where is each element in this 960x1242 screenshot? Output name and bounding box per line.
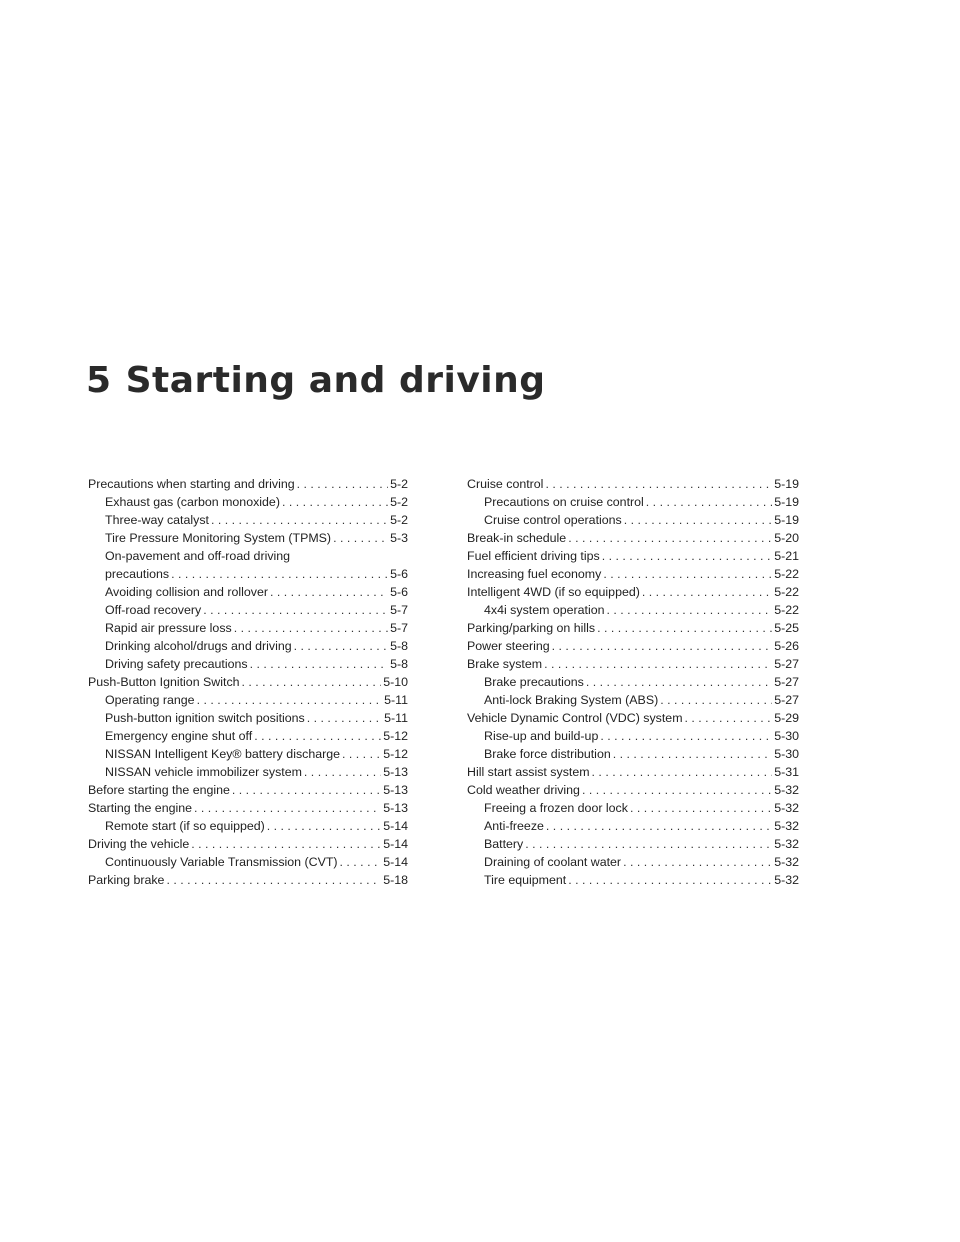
toc-leader-dots	[525, 835, 772, 853]
toc-entry-title: Anti-freeze	[484, 819, 544, 833]
toc-entry-title: Parking brake	[88, 873, 165, 887]
toc-entry-page: 5-19	[774, 477, 799, 491]
toc-entry-page: 5-27	[774, 657, 799, 671]
toc-leader-dots	[254, 727, 381, 745]
toc-entry[interactable]	[88, 745, 408, 763]
toc-entry-title: Starting the engine	[88, 801, 193, 815]
toc-entry[interactable]	[88, 673, 408, 691]
toc-entry[interactable]	[88, 709, 408, 727]
toc-entry-title: On-pavement and off-road driving	[105, 549, 291, 563]
toc-entry[interactable]	[467, 529, 799, 547]
toc-entry-title: NISSAN vehicle immobilizer system	[105, 765, 302, 779]
toc-entry-title: Precautions on cruise control	[484, 495, 644, 509]
toc-entry[interactable]	[88, 655, 408, 673]
toc-entry[interactable]	[467, 673, 799, 691]
toc-entry-title: Driving the vehicle	[88, 837, 190, 851]
toc-leader-dots	[552, 637, 773, 655]
toc-entry-title: Continuously Variable Transmission (CVT)	[105, 855, 338, 869]
toc-entry-page: 5-2	[390, 495, 408, 509]
toc-entry[interactable]	[88, 763, 408, 781]
toc-entry-title: Exhaust gas (carbon monoxide)	[105, 495, 280, 509]
toc-entry-title: Drinking alcohol/drugs and driving	[105, 639, 292, 653]
toc-leader-dots	[624, 511, 772, 529]
toc-leader-dots	[307, 709, 382, 727]
toc-leader-dots	[232, 781, 381, 799]
toc-entry-page: 5-11	[384, 711, 408, 725]
toc-entry-title: Three-way catalyst	[105, 513, 209, 527]
toc-entry-page: 5-8	[390, 657, 408, 671]
toc-entry[interactable]	[467, 763, 799, 781]
toc-leader-dots	[304, 763, 381, 781]
toc-leader-dots	[234, 619, 388, 637]
toc-entry[interactable]	[467, 817, 799, 835]
toc-entry-title: Remote start (if so equipped)	[105, 819, 265, 833]
toc-entry[interactable]	[88, 781, 408, 799]
toc-entry[interactable]	[467, 835, 799, 853]
toc-entry-title: Cold weather driving	[467, 783, 580, 797]
toc-leader-dots	[340, 853, 382, 871]
toc-entry-title: Brake precautions	[484, 675, 584, 689]
toc-leader-dots	[592, 763, 773, 781]
toc-leader-dots	[660, 691, 772, 709]
toc-entry[interactable]	[88, 853, 408, 871]
toc-entry[interactable]	[88, 565, 408, 583]
toc-leader-dots	[603, 565, 772, 583]
toc-leader-dots	[342, 745, 381, 763]
toc-leader-dots	[211, 511, 388, 529]
toc-entry[interactable]	[467, 781, 799, 799]
toc-entry-title: Cruise control	[467, 477, 544, 491]
toc-entry-page: 5-30	[774, 747, 799, 761]
toc-entry-page: 5-32	[774, 837, 799, 851]
toc-entry-page: 5-32	[774, 819, 799, 833]
toc-leader-dots	[568, 529, 772, 547]
toc-entry-page: 5-12	[383, 747, 408, 761]
toc-entry[interactable]	[467, 511, 799, 529]
toc-entry-title: Battery	[484, 837, 524, 851]
toc-leader-dots	[333, 529, 388, 547]
toc-leader-dots	[267, 817, 381, 835]
toc-entry-page: 5-20	[774, 531, 799, 545]
toc-leader-dots	[646, 493, 772, 511]
toc-entry[interactable]	[88, 601, 408, 619]
toc-entry-page: 5-14	[383, 855, 408, 869]
toc-leader-dots	[546, 817, 772, 835]
toc-entry-page: 5-32	[774, 855, 799, 869]
toc-entry[interactable]	[88, 799, 408, 817]
toc-entry-title: Power steering	[467, 639, 550, 653]
toc-entry-page: 5-13	[383, 783, 408, 797]
toc-entry-page: 5-22	[774, 603, 799, 617]
toc-entry[interactable]	[467, 709, 799, 727]
chapter-title	[86, 360, 546, 401]
toc-entry-page: 5-6	[390, 567, 408, 581]
toc-leader-dots	[294, 637, 388, 655]
toc-entry-title: Brake system	[467, 657, 543, 671]
toc-entry-page: 5-18	[383, 873, 408, 887]
toc-leader-dots	[270, 583, 388, 601]
toc-entry[interactable]	[88, 727, 408, 745]
toc-entry-title: Anti-lock Braking System (ABS)	[484, 693, 659, 707]
toc-entry[interactable]	[467, 727, 799, 745]
toc-entry-page: 5-32	[774, 783, 799, 797]
toc-leader-dots	[297, 475, 388, 493]
toc-entry-page: 5-19	[774, 513, 799, 527]
toc-entry-title: Push-button ignition switch positions	[105, 711, 305, 725]
toc-entry-title: Break-in schedule	[467, 531, 567, 545]
toc-entry-title: Operating range	[105, 693, 195, 707]
toc-entry-title: Intelligent 4WD (if so equipped)	[467, 585, 640, 599]
toc-entry-page: 5-13	[383, 801, 408, 815]
toc-entry[interactable]	[467, 547, 799, 565]
toc-leader-dots	[597, 619, 772, 637]
toc-entry-title: Brake force distribution	[484, 747, 611, 761]
toc-entry-title: NISSAN Intelligent Key® battery discharge	[105, 747, 341, 761]
toc-entry-title: Push-Button Ignition Switch	[88, 675, 240, 689]
toc-entry-title: Fuel efficient driving tips	[467, 549, 600, 563]
toc-entry-page: 5-2	[390, 477, 408, 491]
toc-entry-page: 5-22	[774, 585, 799, 599]
toc-leader-dots	[630, 799, 772, 817]
chapter-title-text: Starting and driving	[125, 360, 546, 401]
toc-leader-dots	[607, 601, 773, 619]
toc-entry-title: Avoiding collision and rollover	[105, 585, 269, 599]
toc-entry-page: 5-3	[390, 531, 408, 545]
toc-leader-dots	[250, 655, 389, 673]
toc-leader-dots	[203, 601, 388, 619]
toc-entry[interactable]	[88, 835, 408, 853]
toc-entry[interactable]	[467, 691, 799, 709]
toc-entry[interactable]	[88, 583, 408, 601]
toc-leader-dots	[602, 547, 772, 565]
toc-leader-dots	[171, 565, 388, 583]
toc-entry[interactable]	[467, 655, 799, 673]
toc-entry[interactable]	[467, 583, 799, 601]
toc-entry[interactable]	[88, 691, 408, 709]
toc-entry-title: Rapid air pressure loss	[105, 621, 232, 635]
toc-entry-title: Cruise control operations	[484, 513, 622, 527]
toc-entry-title: Tire Pressure Monitoring System (TPMS)	[105, 531, 332, 545]
toc-entry-title: precautions	[105, 567, 170, 581]
toc-entry[interactable]	[467, 565, 799, 583]
toc-leader-dots	[613, 745, 772, 763]
toc-entry-page: 5-27	[774, 675, 799, 689]
toc-entry-title: Driving safety precautions	[105, 657, 248, 671]
toc-entry-title: Off-road recovery	[105, 603, 202, 617]
toc-leader-dots	[191, 835, 381, 853]
toc-entry[interactable]	[88, 547, 408, 565]
toc-entry-page: 5-14	[383, 819, 408, 833]
toc-leader-dots	[166, 871, 381, 889]
toc-entry-title: Before starting the engine	[88, 783, 230, 797]
chapter-number: 5	[86, 360, 112, 401]
toc-leader-dots	[642, 583, 772, 601]
toc-entry-page: 5-2	[390, 513, 408, 527]
toc-entry-page: 5-32	[774, 801, 799, 815]
toc-entry-page: 5-29	[774, 711, 799, 725]
toc-entry-title: Vehicle Dynamic Control (VDC) system	[467, 711, 683, 725]
toc-entry-title: Rise-up and build-up	[484, 729, 599, 743]
toc-entry[interactable]	[467, 853, 799, 871]
toc-entry-page: 5-22	[774, 567, 799, 581]
toc-entry-page: 5-30	[774, 729, 799, 743]
toc-entry-page: 5-8	[390, 639, 408, 653]
toc-entry[interactable]	[467, 745, 799, 763]
toc-entry[interactable]	[88, 475, 408, 493]
toc-leader-dots	[544, 655, 772, 673]
toc-leader-dots	[582, 781, 772, 799]
toc-entry-title: Draining of coolant water	[484, 855, 622, 869]
toc-entry-page: 5-25	[774, 621, 799, 635]
toc-entry-title: Increasing fuel economy	[467, 567, 602, 581]
toc-leader-dots	[242, 673, 382, 691]
toc-entry[interactable]	[467, 637, 799, 655]
toc-entry-page: 5-19	[774, 495, 799, 509]
toc-entry[interactable]	[467, 475, 799, 493]
toc-entry[interactable]	[88, 637, 408, 655]
toc-entry-page: 5-6	[390, 585, 408, 599]
toc-entry[interactable]	[88, 529, 408, 547]
toc-entry-page: 5-7	[390, 621, 408, 635]
toc-entry-title: Tire equipment	[484, 873, 567, 887]
toc-entry-page: 5-10	[383, 675, 408, 689]
toc-entry[interactable]	[467, 871, 799, 889]
toc-entry-title: Parking/parking on hills	[467, 621, 596, 635]
toc-leader-dots	[194, 799, 381, 817]
toc-entry[interactable]	[467, 619, 799, 637]
toc-entry[interactable]	[88, 871, 408, 889]
toc-leader-dots	[685, 709, 773, 727]
toc-entry-page: 5-12	[383, 729, 408, 743]
toc-leader-dots	[600, 727, 772, 745]
toc-entry-page: 5-7	[390, 603, 408, 617]
toc-right-column	[467, 475, 799, 889]
toc-entry[interactable]	[88, 817, 408, 835]
toc-entry-page: 5-11	[384, 693, 408, 707]
toc-leader-dots	[545, 475, 772, 493]
toc-entry-title: Hill start assist system	[467, 765, 590, 779]
toc-left-column	[88, 475, 408, 889]
toc-entry-title: Precautions when starting and driving	[88, 477, 295, 491]
toc-entry-title: Emergency engine shut off	[105, 729, 253, 743]
toc-entry[interactable]	[467, 799, 799, 817]
toc-entry-title: Freeing a frozen door lock	[484, 801, 628, 815]
toc-entry-page: 5-31	[774, 765, 799, 779]
toc-entry-page: 5-14	[383, 837, 408, 851]
toc-entry[interactable]	[88, 619, 408, 637]
toc-leader-dots	[282, 493, 388, 511]
toc-entry[interactable]	[467, 601, 799, 619]
toc-entry-page: 5-32	[774, 873, 799, 887]
toc-entry-page: 5-21	[774, 549, 799, 563]
toc-entry[interactable]	[467, 493, 799, 511]
toc-entry-title: 4x4i system operation	[484, 603, 605, 617]
toc-leader-dots	[586, 673, 772, 691]
toc-entry-page: 5-26	[774, 639, 799, 653]
toc-leader-dots	[197, 691, 383, 709]
toc-entry[interactable]	[88, 493, 408, 511]
toc-entry-page: 5-13	[383, 765, 408, 779]
toc-leader-dots	[623, 853, 772, 871]
toc-leader-dots	[568, 871, 772, 889]
toc-entry[interactable]	[88, 511, 408, 529]
toc-entry-page: 5-27	[774, 693, 799, 707]
